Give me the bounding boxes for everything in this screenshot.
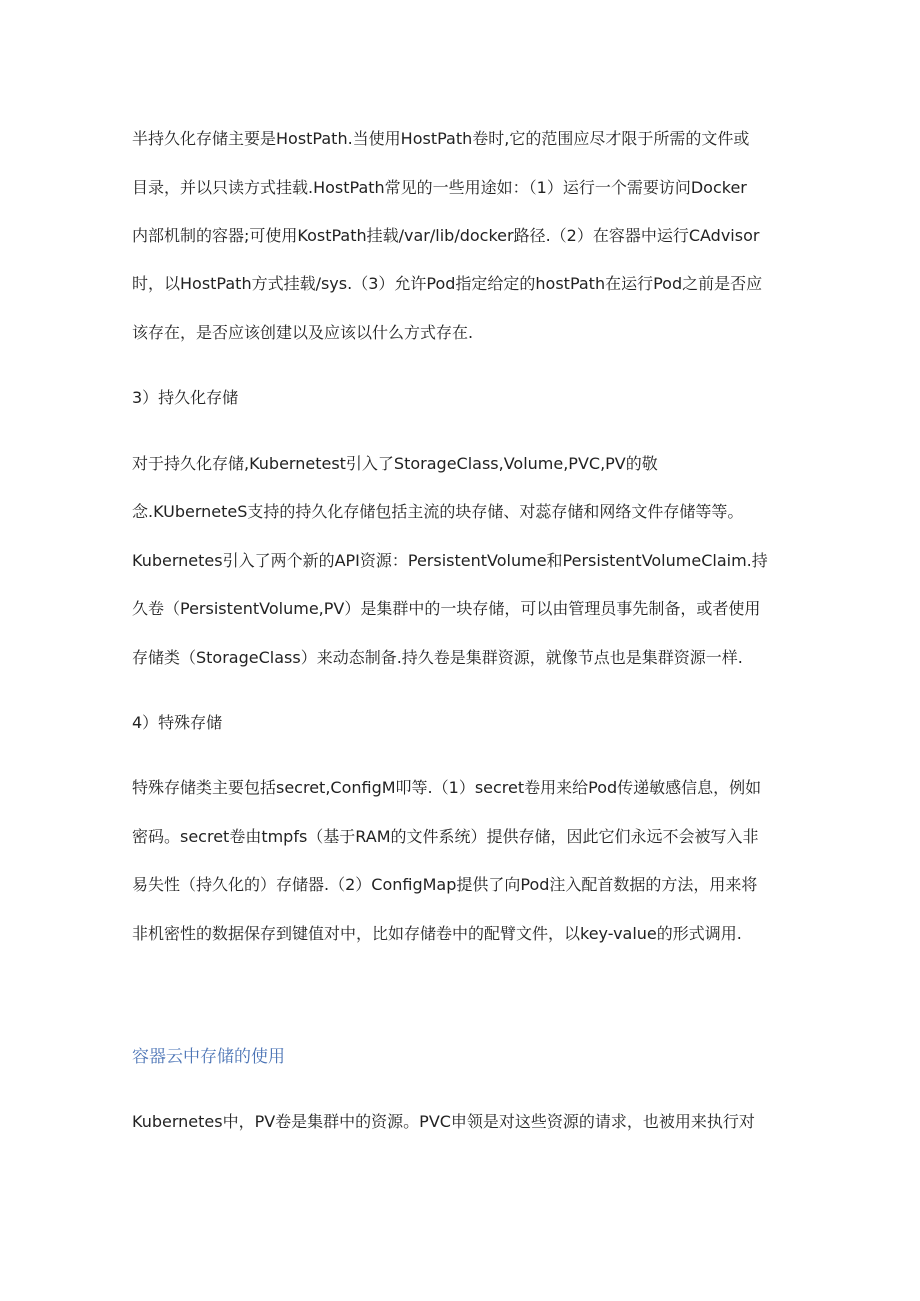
text-line: 对于持久化存储,Kubernetest引入了StorageClass,Volume,PVC,PV的敬 — [132, 454, 658, 473]
text-line: 内部机制的容器;可使用KostPath挂载/var/lib/docker路径.（2）在容器中运行CAdvisor — [132, 226, 760, 245]
text-line: Kubernetes中，PV卷是集群中的资源。PVC申领是对这些资源的请求，也被用来执行对 — [132, 1112, 755, 1131]
text-line: 非机密性的数据保存到键值对中，比如存储卷中的配臂文件，以key-value的形式调用. — [132, 924, 742, 943]
text-line: Kubernetes引入了两个新的API资源：PersistentVolume和PersistentVolumeClaim.持 — [132, 551, 768, 570]
text-line: 久卷（PersistentVolume,PV）是集群中的一块存储，可以由管理员事先制备，或者使用 — [132, 599, 761, 618]
text-line: 特殊存储类主要包括secret,ConfigM叩等.（1）secret卷用来给Pod传递敏感信息，例如 — [132, 778, 762, 797]
heading-special-storage: 4）特殊存储 — [132, 713, 223, 732]
section-title: 容器云中存储的使用 — [132, 1047, 285, 1067]
text-line: 目录，并以只读方式挂载.HostPath常见的一些用途如：（1）运行一个需要访问Docker — [132, 178, 747, 197]
text-line: 密码。secret卷由tmpfs（基于RAM的文件系统）提供存储，因此它们永远不会被写入非 — [132, 827, 759, 846]
heading-persistent-storage: 3）持久化存储 — [132, 388, 239, 407]
text-line: 念.KUberneteS支持的持久化存储包括主流的块存储、对蕊存储和网络文件存储等等。 — [132, 502, 744, 521]
text-line: 易失性（持久化的）存储器.（2）ConfigMap提供了向Pod注入配首数据的方法，用来将 — [132, 875, 758, 894]
text-line: 半持久化存储主要是HostPath.当使用HostPath卷时,它的范围应尽才限于所需的文件或 — [132, 129, 750, 148]
text-line: 存储类（StorageClass）来动态制备.持久卷是集群资源，就像节点也是集群资源一样. — [132, 648, 743, 667]
text-line: 时，以HostPath方式挂载/sys.（3）允许Pod指定给定的hostPath在运行Pod之前是否应 — [132, 274, 763, 293]
text-line: 该存在，是否应该创建以及应该以什么方式存在. — [132, 323, 474, 342]
